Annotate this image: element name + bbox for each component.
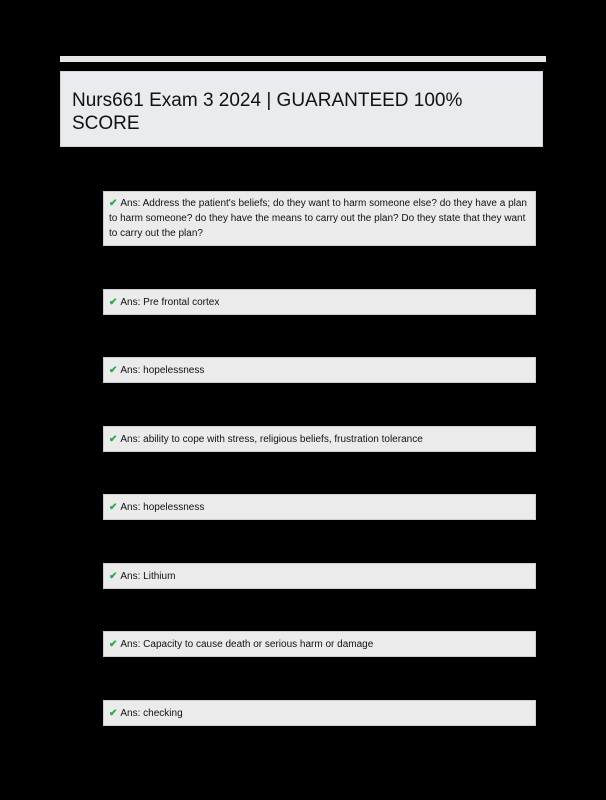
answer-card [103, 426, 536, 452]
answer-text: Ans: checking [120, 708, 183, 719]
answer-card [103, 357, 536, 383]
answer-text: Ans: Pre frontal cortex [120, 297, 220, 308]
title-box [60, 71, 543, 147]
page-title: Nurs661 Exam 3 2024 | GUARANTEED 100% SCORE [72, 90, 463, 134]
answer-card [103, 289, 536, 315]
answer-text: Ans: Lithium [120, 571, 176, 582]
answer-text: Ans: Capacity to cause death or serious harm or damage [120, 639, 374, 650]
checkmark-icon: ✔ [109, 502, 118, 513]
checkmark-icon: ✔ [109, 365, 118, 376]
answer-card [103, 631, 536, 657]
answer-text: Ans: ability to cope with stress, religious beliefs, frustration tolerance [120, 434, 423, 445]
answer-card [103, 700, 536, 726]
answer-card [103, 563, 536, 589]
answer-text: Ans: hopelessness [120, 365, 205, 376]
checkmark-icon: ✔ [109, 571, 118, 582]
checkmark-icon: ✔ [109, 708, 118, 719]
top-divider [60, 56, 546, 62]
answer-card [103, 494, 536, 520]
answer-text: Ans: hopelessness [120, 502, 205, 513]
checkmark-icon: ✔ [109, 639, 118, 650]
answer-text: Ans: Address the patient's beliefs; do they want to harm someone else? do they have a plan to harm someone? do they have the means to carry out the plan? Do they state that they want to carry out the plan? [109, 198, 527, 239]
checkmark-icon: ✔ [109, 198, 118, 209]
answer-card [103, 191, 536, 246]
checkmark-icon: ✔ [109, 297, 118, 308]
checkmark-icon: ✔ [109, 434, 118, 445]
